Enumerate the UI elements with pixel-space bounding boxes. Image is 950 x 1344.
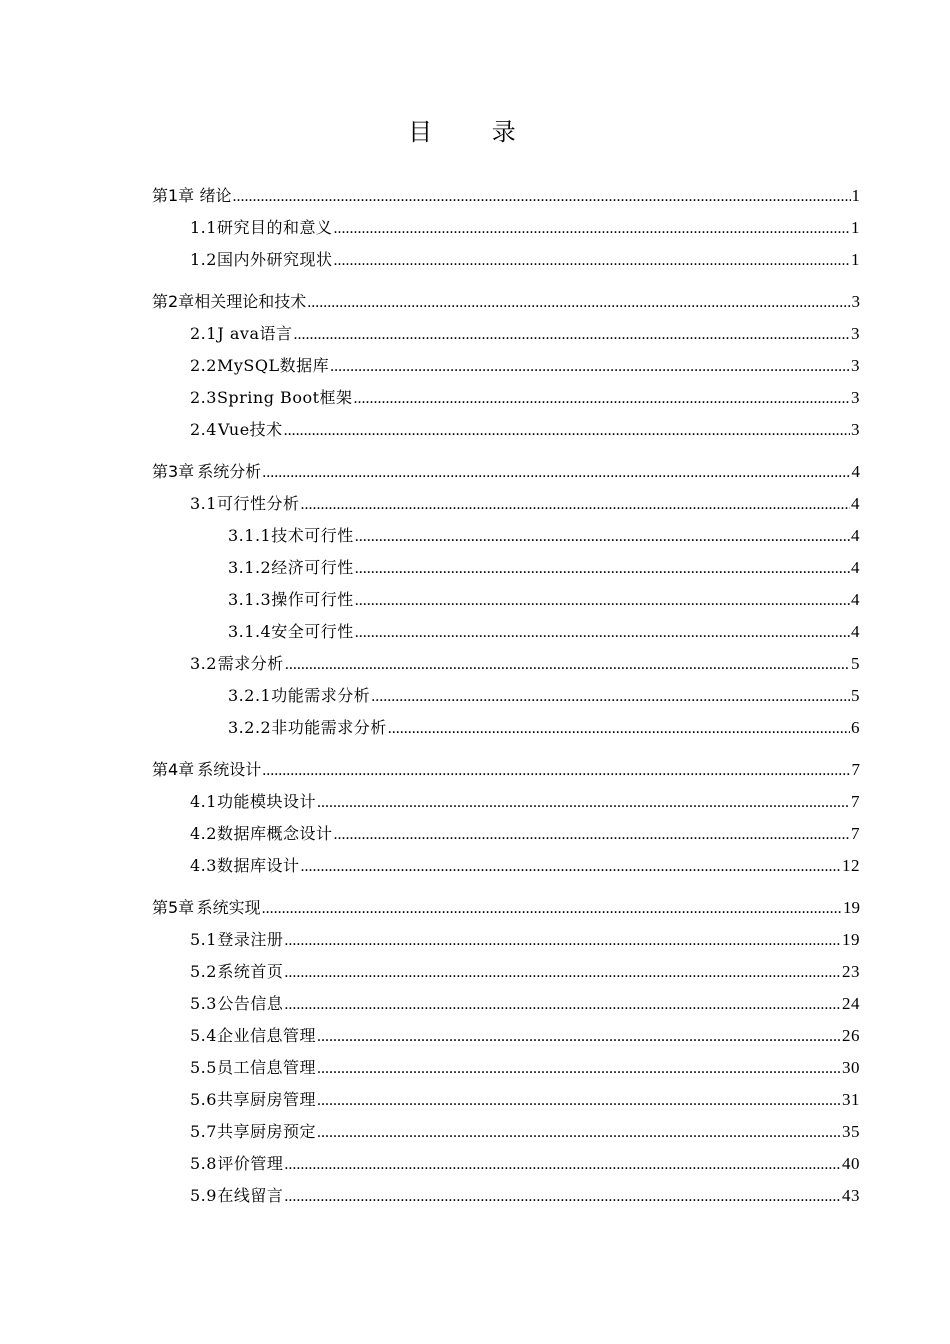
toc-entry-title: 评价管理: [217, 1154, 284, 1173]
toc-entry-title: 数据库概念设计: [216, 824, 333, 843]
dot-leader: [284, 957, 841, 989]
toc-entry[interactable]: [152, 712, 860, 744]
toc-entry-number: 第5章: [152, 898, 195, 917]
toc-entry[interactable]: [152, 350, 860, 382]
toc-entry-title: 共享厨房预定: [216, 1122, 316, 1141]
dot-leader: [233, 181, 851, 213]
toc-entry[interactable]: [152, 244, 860, 276]
dot-leader: [284, 1181, 841, 1213]
dot-leader: [317, 1021, 841, 1053]
toc-entry-page-number: 40: [842, 1154, 860, 1173]
toc-entry-number: 5.8: [190, 1154, 217, 1173]
toc-entry-page-number: 3: [851, 388, 860, 407]
dot-leader: [333, 245, 850, 277]
toc-entry-number: 第3章: [152, 462, 195, 481]
toc-entry[interactable]: [152, 552, 860, 584]
toc-entry-number: 4.1: [190, 792, 217, 811]
toc-entry-page-number: 4: [851, 622, 860, 641]
toc-entry[interactable]: [152, 318, 860, 350]
toc-entry[interactable]: [152, 382, 860, 414]
toc-entry-page-number: 4: [851, 526, 860, 545]
toc-entry-page-number: 7: [851, 824, 860, 843]
toc-entry-title: 需求分析: [217, 654, 284, 673]
toc-entry-title: 功能模块设计: [216, 792, 316, 811]
dot-leader: [371, 681, 850, 713]
toc-entry-number: 2.2: [190, 356, 217, 375]
toc-entry-title: 安全可行性: [271, 622, 354, 641]
toc-entry[interactable]: [152, 648, 860, 680]
toc-entry-page-number: 3: [851, 356, 860, 375]
table-of-contents: [152, 180, 860, 1212]
toc-entry-title: 共享厨房管理: [216, 1090, 316, 1109]
toc-entry[interactable]: [152, 488, 860, 520]
toc-entry[interactable]: [152, 1180, 860, 1212]
toc-entry[interactable]: [152, 892, 860, 924]
toc-entry-number: 5.7: [190, 1122, 217, 1141]
toc-entry[interactable]: [152, 956, 860, 988]
toc-entry[interactable]: [152, 414, 860, 446]
toc-entry[interactable]: [152, 456, 860, 488]
toc-entry-title: 员工信息管理: [216, 1058, 316, 1077]
toc-entry-page-number: 12: [842, 856, 860, 875]
toc-entry[interactable]: [152, 786, 860, 818]
toc-entry-number: 第2章: [152, 292, 195, 311]
toc-entry-page-number: 35: [842, 1122, 860, 1141]
dot-leader: [262, 457, 850, 489]
toc-entry-title: 经济可行性: [271, 558, 354, 577]
toc-entry[interactable]: [152, 1084, 860, 1116]
toc-entry-number: 2.3: [190, 388, 217, 407]
toc-entry-title: 在线留言: [217, 1186, 284, 1205]
dot-leader: [355, 585, 850, 617]
toc-entry-page-number: 3: [851, 324, 860, 343]
toc-entry-number: 5.1: [190, 930, 217, 949]
toc-entry-title: 操作可行性: [271, 590, 354, 609]
toc-entry[interactable]: [152, 616, 860, 648]
toc-entry-number: 3.2: [190, 654, 217, 673]
dot-leader: [301, 489, 850, 521]
toc-entry[interactable]: [152, 1148, 860, 1180]
dot-leader: [284, 415, 850, 447]
toc-entry-page-number: 4: [851, 558, 860, 577]
toc-entry-page-number: 26: [842, 1026, 860, 1045]
toc-entry-number: 5.6: [190, 1090, 217, 1109]
dot-leader: [354, 383, 850, 415]
toc-entry-number: 3.1.3: [228, 590, 272, 609]
toc-entry-number: 4.3: [190, 856, 217, 875]
toc-entry-number: 4.2: [190, 824, 217, 843]
toc-entry[interactable]: [152, 1020, 860, 1052]
toc-entry-page-number: 43: [842, 1186, 860, 1205]
toc-entry-number: 1.2: [190, 250, 217, 269]
toc-entry-title: 公告信息: [217, 994, 284, 1013]
dot-leader: [284, 1149, 841, 1181]
toc-entry-page-number: 6: [851, 718, 860, 737]
toc-entry-page-number: 31: [842, 1090, 860, 1109]
toc-entry[interactable]: [152, 988, 860, 1020]
toc-entry[interactable]: [152, 1052, 860, 1084]
dot-leader: [388, 713, 850, 745]
toc-entry[interactable]: [152, 1116, 860, 1148]
toc-entry[interactable]: [152, 584, 860, 616]
toc-entry-page-number: 24: [842, 994, 860, 1013]
toc-entry-page-number: 4: [851, 494, 860, 513]
toc-entry-number: 3.1.2: [228, 558, 272, 577]
toc-entry-page-number: 30: [842, 1058, 860, 1077]
toc-entry-number: 第4章: [152, 760, 195, 779]
dot-leader: [333, 213, 850, 245]
toc-title: 目 录: [408, 118, 542, 146]
toc-entry-number: 5.5: [190, 1058, 217, 1077]
dot-leader: [317, 1085, 841, 1117]
dot-leader: [355, 553, 850, 585]
toc-entry-title: 系统设计: [197, 760, 262, 779]
toc-entry-page-number: 19: [843, 898, 860, 917]
toc-entry-title: 登录注册: [217, 930, 284, 949]
toc-entry-number: 5.3: [190, 994, 217, 1013]
toc-entry-page-number: 23: [842, 962, 860, 981]
toc-entry-page-number: 4: [851, 462, 860, 481]
toc-entry-title: 数据库设计: [216, 856, 300, 875]
dot-leader: [294, 319, 851, 351]
toc-entry-title: 国内外研究现状: [216, 250, 333, 269]
toc-entry-title: 功能需求分析: [271, 686, 371, 705]
toc-entry-page-number: 3: [851, 420, 860, 439]
dot-leader: [307, 287, 850, 319]
toc-entry-title: Spring Boot框架: [216, 388, 353, 407]
toc-entry-number: 2.4: [190, 420, 217, 439]
toc-entry-title: J ava语言: [217, 324, 293, 343]
dot-leader: [333, 819, 850, 851]
toc-entry-title: 非功能需求分析: [271, 718, 387, 737]
toc-entry-number: 3.1: [190, 494, 217, 513]
toc-entry-number: 5.9: [190, 1186, 217, 1205]
toc-entry-title: 可行性分析: [217, 494, 300, 513]
toc-entry-page-number: 1: [851, 250, 860, 269]
toc-entry-page-number: 7: [851, 760, 860, 779]
toc-entry-page-number: 5: [851, 686, 860, 705]
toc-entry-page-number: 4: [851, 590, 860, 609]
toc-entry-title: 技术可行性: [271, 526, 354, 545]
dot-leader: [262, 755, 850, 787]
toc-entry-number: 第1章: [152, 186, 195, 205]
dot-leader: [284, 989, 841, 1021]
dot-leader: [317, 1117, 841, 1149]
toc-entry-title: 系统实现: [196, 898, 261, 917]
toc-entry-title: 绪论: [199, 186, 232, 205]
toc-entry[interactable]: [152, 754, 860, 786]
toc-entry[interactable]: [152, 286, 860, 318]
toc-entry-title: 企业信息管理: [216, 1026, 316, 1045]
toc-entry-page-number: 3: [851, 292, 860, 311]
dot-leader: [317, 787, 850, 819]
toc-entry-number: 5.4: [190, 1026, 217, 1045]
toc-entry[interactable]: [152, 180, 860, 212]
toc-entry-number: 3.2.2: [228, 718, 272, 737]
toc-entry-title: MySQL数据库: [216, 356, 330, 375]
toc-entry-title: 系统分析: [197, 462, 262, 481]
toc-entry-number: 2.1: [190, 324, 217, 343]
toc-entry-page-number: 1: [851, 186, 860, 205]
toc-entry-title: 相关理论和技术: [194, 292, 307, 311]
dot-leader: [300, 851, 841, 883]
dot-leader: [262, 893, 842, 925]
dot-leader: [355, 521, 850, 553]
dot-leader: [285, 649, 850, 681]
toc-entry[interactable]: [152, 924, 860, 956]
dot-leader: [355, 617, 850, 649]
toc-entry-page-number: 7: [851, 792, 860, 811]
toc-entry-number: 1.1: [190, 218, 217, 237]
dot-leader: [284, 925, 841, 957]
toc-entry-number: 5.2: [190, 962, 217, 981]
dot-leader: [330, 351, 850, 383]
toc-entry-number: 3.1.1: [228, 526, 272, 545]
toc-entry[interactable]: [152, 818, 860, 850]
dot-leader: [317, 1053, 841, 1085]
toc-entry-page-number: 5: [851, 654, 860, 673]
toc-entry[interactable]: [152, 850, 860, 882]
toc-entry[interactable]: [152, 680, 860, 712]
toc-entry-title: 系统首页: [217, 962, 284, 981]
toc-entry-number: 3.1.4: [228, 622, 272, 641]
toc-entry-title: 研究目的和意义: [216, 218, 333, 237]
toc-entry[interactable]: [152, 212, 860, 244]
toc-entry-page-number: 1: [851, 218, 860, 237]
toc-entry-number: 3.2.1: [228, 686, 272, 705]
toc-entry-title: Vue技术: [217, 420, 283, 439]
toc-entry[interactable]: [152, 520, 860, 552]
toc-entry-page-number: 19: [842, 930, 860, 949]
